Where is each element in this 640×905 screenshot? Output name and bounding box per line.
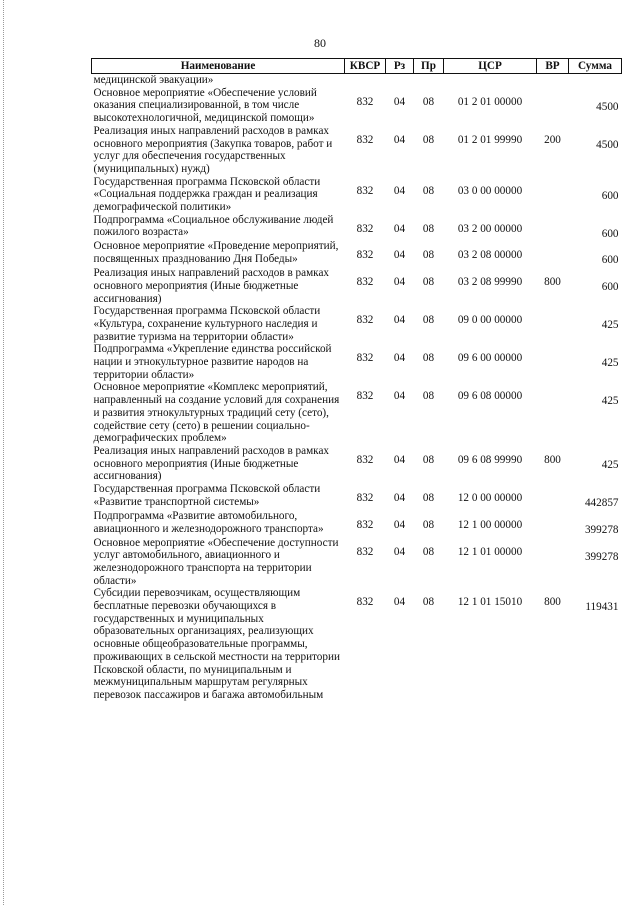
row-name: Реализация иных направлений расходов в рамках основного мероприятия (Иные бюджетные ассигнования) [93,267,330,305]
row-name: Реализация иных направлений расходов в рамках основного мероприятия (Закупка товаров, работ и услуг для обеспечения государственных (муниципальных) нужд) [93,124,333,175]
row-kvsr: 832 [356,276,374,289]
binding-edge [3,0,5,905]
column-header-vr: ВР [537,59,569,74]
row-sum: 600 [601,227,619,240]
row-rz: 04 [393,276,406,289]
table-row [92,587,622,701]
row-kvsr: 832 [356,133,374,146]
row-pr: 08 [422,453,435,466]
row-vr [537,214,569,241]
row-name: Государственная программа Псковской области «Развитие транспортной системы» [93,483,321,508]
row-pr: 08 [422,314,435,327]
row-sum: 119431 [585,601,619,614]
row-sum: 399278 [584,523,619,536]
column-header-pr: Пр [414,59,444,74]
table-row [92,267,622,305]
row-rz: 04 [393,133,406,146]
row-rz: 04 [393,314,406,327]
row-name: Подпрограмма «Развитие автомобильного, авиационного и железнодорожного транспорта» [93,509,324,535]
row-rz: 04 [393,352,406,365]
row-csr: 01 2 01 99990 [457,133,523,146]
row-sum: 425 [601,357,619,370]
row-kvsr: 832 [356,492,374,505]
row-csr: 03 0 00 00000 [457,184,523,197]
row-rz: 04 [393,453,406,466]
table-row [92,74,622,87]
row-kvsr: 832 [356,453,374,466]
row-rz: 04 [393,518,406,531]
row-name: Реализация иных направлений расходов в рамках основного мероприятия (Иные бюджетные ассигнования) [93,444,330,483]
column-header-rz: Рз [386,59,414,74]
page-number: 80 [314,36,326,50]
row-vr [537,74,569,87]
row-kvsr: 832 [356,390,374,403]
table-row [92,483,622,510]
row-kvsr: 832 [356,184,374,197]
row-rz: 04 [393,545,406,558]
row-vr: 200 [544,133,561,146]
row-kvsr: 832 [356,222,374,235]
row-sum: 399278 [584,550,619,563]
row-csr: 03 2 08 99990 [457,276,523,289]
table-row [92,125,622,176]
row-pr: 08 [422,95,435,108]
row-name: Подпрограмма «Социальное обслуживание людей пожилого возраста» [93,213,334,239]
column-header-kvsr: КВСР [345,59,386,74]
row-rz: 04 [393,95,406,108]
budget-table [91,58,622,702]
row-rz: 04 [393,222,406,235]
table-row [92,214,622,241]
row-sum: 600 [601,281,619,294]
table-row [92,87,622,125]
row-csr: 12 1 00 00000 [457,518,523,531]
row-vr [537,537,569,588]
row-csr: 09 6 08 00000 [457,390,523,403]
row-csr: 09 0 00 00000 [457,314,523,327]
row-name: Государственная программа Псковской области «Культура, сохранение культурного наследия и развитие туризма на территории области» [93,305,321,343]
row-name: Государственная программа Псковской области «Социальная поддержка граждан и реализация демографической политики» [93,175,321,214]
row-sum: 4500 [596,138,619,151]
row-pr: 08 [422,276,435,289]
row-rz: 04 [393,492,406,505]
row-sum: 425 [601,395,619,408]
row-sum: 600 [601,189,619,202]
row-pr: 08 [422,596,435,609]
row-csr: 01 2 01 00000 [457,95,523,108]
row-vr [537,510,569,537]
row-pr: 08 [422,545,435,558]
table-row [92,537,622,588]
row-name: Основное мероприятие «Обеспечение условий оказания специализированной, в том числе высокотехнологичной, медицинской помощи» [93,86,317,125]
row-sum: 425 [601,319,619,332]
row-pr [414,74,444,87]
row-rz: 04 [393,184,406,197]
row-csr: 12 1 01 00000 [457,545,523,558]
column-header-csr: ЦСР [444,59,537,74]
row-csr: 03 2 08 00000 [457,249,523,262]
row-kvsr: 832 [356,249,374,262]
row-sum: 442857 [584,497,619,510]
row-csr: 03 2 00 00000 [457,222,523,235]
row-vr: 800 [544,453,561,466]
row-vr [537,176,569,214]
row-vr [537,87,569,125]
row-name: Основное мероприятие «Комплекс мероприятий, направленный на создание условий для сохранения и развития этнокультурных традиций сету (сето), содействие сету (сето) в решении социально-демографических проблем» [93,381,340,445]
row-kvsr: 832 [356,596,374,609]
row-rz: 04 [393,390,406,403]
row-vr [537,381,569,445]
row-csr [444,74,537,87]
row-kvsr: 832 [356,518,374,531]
row-sum: 425 [601,458,619,471]
row-sum: 600 [601,254,619,267]
row-csr: 12 1 01 15010 [457,596,523,609]
row-sum: 4500 [596,100,619,113]
row-kvsr [345,74,386,87]
row-name: Основное мероприятие «Проведение мероприятий, посвященных празднованию Дня Победы» [93,240,339,266]
table-row [92,381,622,445]
row-csr: 09 6 08 99990 [457,453,523,466]
row-pr: 08 [422,492,435,505]
row-name: Основное мероприятие «Обеспечение доступности услуг автомобильного, авиационного и железнодорожного транспорта на территории области» [93,536,339,587]
row-pr: 08 [422,518,435,531]
row-vr [537,483,569,510]
table-row [92,240,622,267]
table-header-row [92,59,622,74]
row-pr: 08 [422,222,435,235]
column-header-name: Наименование [92,59,345,74]
row-vr: 800 [544,276,561,289]
row-pr: 08 [422,249,435,262]
row-csr: 12 0 00 00000 [457,492,523,505]
row-kvsr: 832 [356,314,374,327]
row-vr [537,305,569,343]
row-csr: 09 6 00 00000 [457,352,523,365]
row-pr: 08 [422,133,435,146]
row-kvsr: 832 [356,545,374,558]
row-vr [537,240,569,267]
table-row [92,305,622,343]
table-row [92,510,622,537]
row-kvsr: 832 [356,95,374,108]
row-sum [569,74,622,87]
row-pr: 08 [422,352,435,365]
row-vr [537,343,569,381]
row-pr: 08 [422,390,435,403]
row-name: медицинской эвакуации» [93,74,214,86]
row-rz: 04 [393,596,406,609]
table-row [92,176,622,214]
row-name: Субсидии перевозчикам, осуществляющим бесплатные перевозки обучающихся в государственных и муниципальных образовательных организациях, реализующих основные общеобразовательные программы, проживающих в сельской местности на территории Псковской области, по муниципальным и межмуниципальным маршрутам регулярных перевозок пассажиров и багажа автомобильным [93,587,340,701]
row-pr: 08 [422,184,435,197]
row-rz: 04 [393,249,406,262]
table-row [92,343,622,381]
row-name: Подпрограмма «Укрепление единства российской нации и этнокультурное развитие народов на территории области» [93,343,332,381]
row-kvsr: 832 [356,352,374,365]
row-vr: 800 [544,596,561,609]
table-row [92,445,622,483]
column-header-sum: Сумма [569,59,622,74]
row-rz [386,74,414,87]
